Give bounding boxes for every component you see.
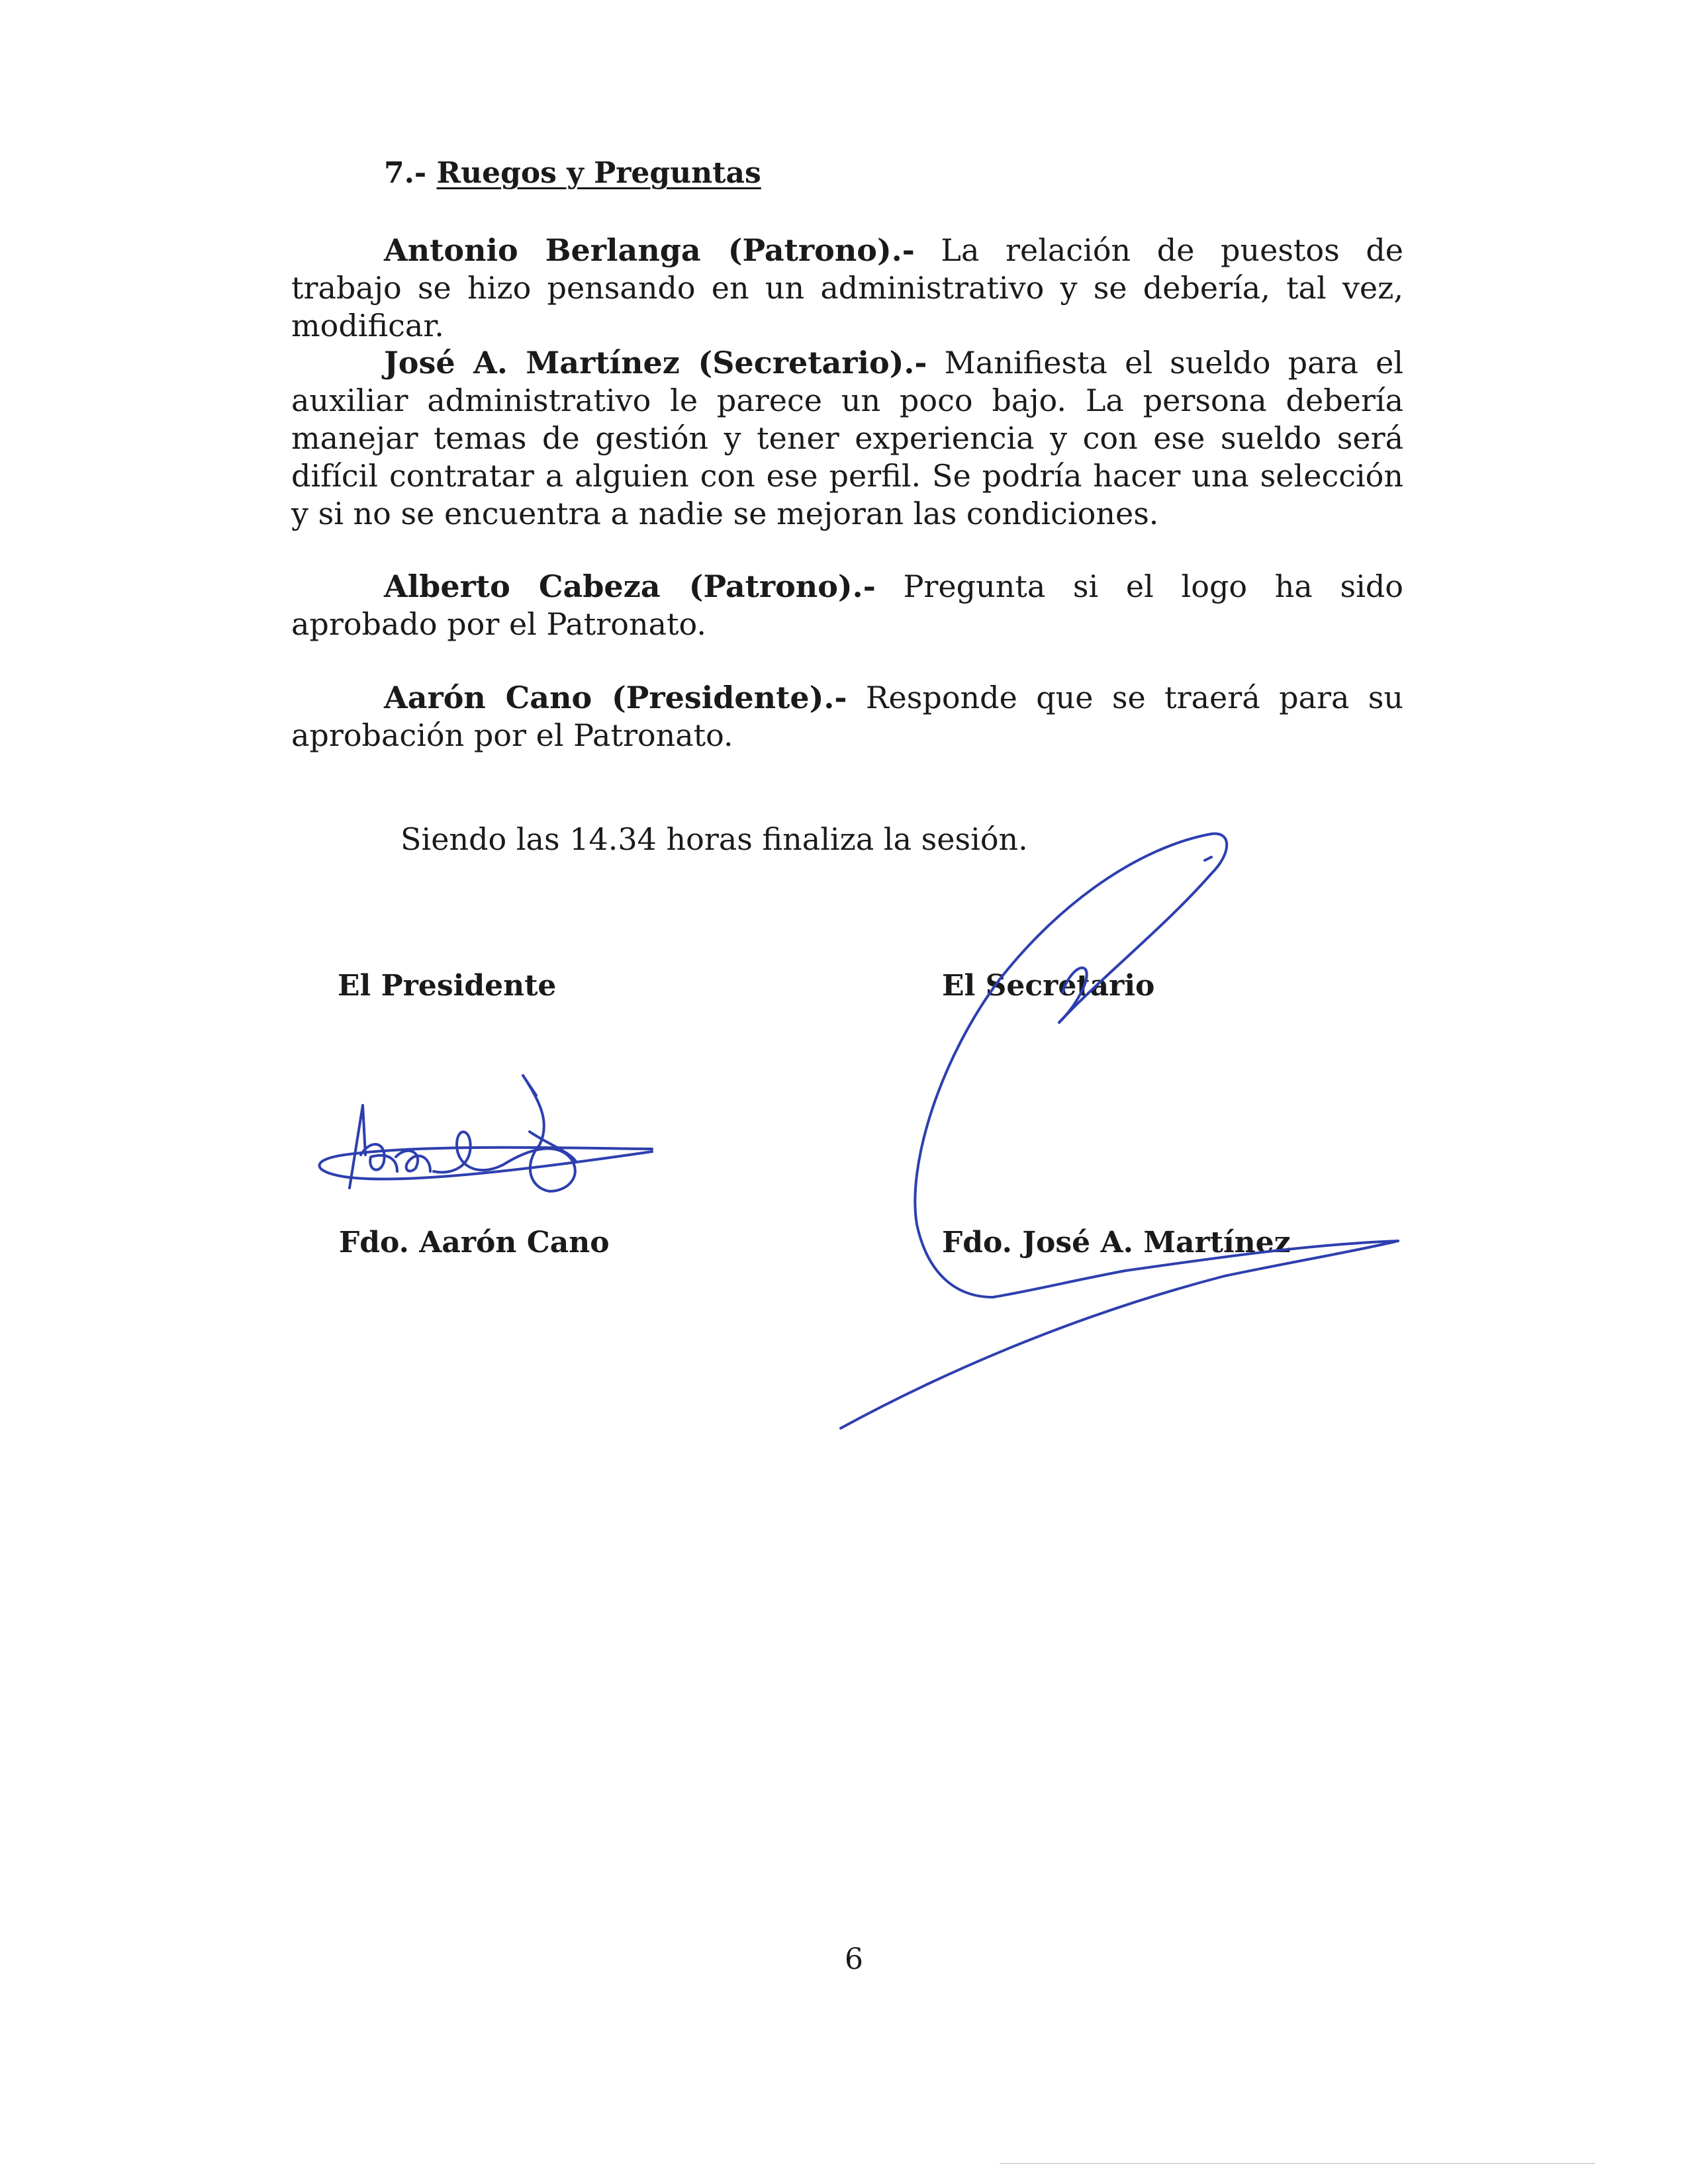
speaker-name: Aarón Cano (Presidente).-	[384, 680, 847, 715]
section-number: 7.-	[384, 156, 437, 190]
section-title: Ruegos y Preguntas	[436, 156, 761, 190]
intervention-text: Pregunta si el logo ha sido aprobado por el Patronato.	[291, 569, 1403, 642]
scan-edge-line	[1000, 2163, 1595, 2164]
speaker-name: José A. Martínez (Secretario).-	[384, 345, 927, 381]
president-name: Fdo. Aarón Cano	[339, 1226, 610, 1259]
intervention-text: Responde que se traerá para su aprobación por el Patronato.	[291, 680, 1404, 753]
speaker-name: Alberto Cabeza (Patrono).-	[384, 569, 876, 604]
secretary-title: El Secretario	[942, 969, 1155, 1003]
speaker-name: Antonio Berlanga (Patrono).-	[384, 232, 915, 268]
president-signature-strokes	[320, 1075, 653, 1191]
intervention-text: La relación de puestos de trabajo se hizo pensando en un administrativo y se debería, tal vez, modificar.	[291, 232, 1403, 343]
intervention-text: Manifiesta el sueldo para el auxiliar administrativo le parece un poco bajo. La persona debería manejar temas de gestión y tener experiencia y con ese sueldo será difícil contratar a alguien con ese perfil. Se podría hacer una selección y si no se encuentra a nadie se mejoran las condiciones.	[291, 345, 1404, 531]
closing-statement: Siendo las 14.34 horas finaliza la sesión.	[400, 821, 1028, 857]
secretary-name: Fdo. José A. Martínez	[942, 1226, 1291, 1259]
page-number: 6	[845, 1942, 863, 1976]
secretary-signature-strokes	[841, 834, 1398, 1428]
president-title: El Presidente	[338, 969, 557, 1003]
